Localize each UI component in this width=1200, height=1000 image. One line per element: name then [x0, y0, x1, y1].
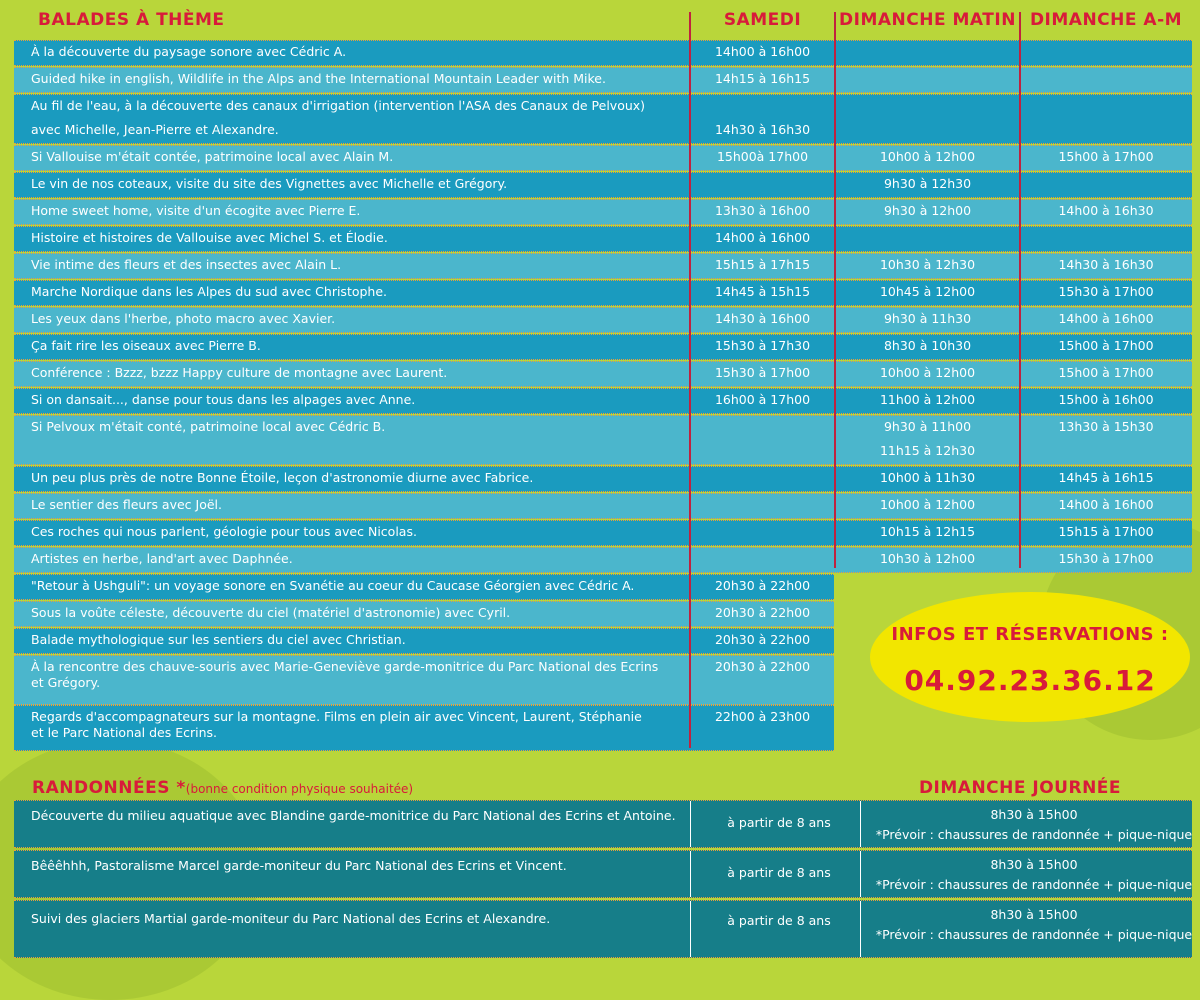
time-sun-am: 10h00 à 12h00 — [879, 497, 976, 512]
balade-title: Vie intime des fleurs et des insectes avec Alain L. — [31, 257, 342, 272]
column-divider — [860, 901, 861, 957]
time-sun-pm: 15h00 à 16h00 — [1058, 392, 1154, 407]
randonnee-row — [14, 850, 1192, 898]
balade-title: Histoire et histoires de Vallouise avec Michel S. et Élodie. — [31, 230, 388, 245]
balade-row — [14, 145, 1192, 171]
time-sun-am: 10h15 à 12h15 — [879, 524, 976, 539]
time-sat: 15h30 à 17h00 — [714, 365, 811, 380]
randonnee-title: Suivi des glaciers Martial garde-moniteur du Parc National des Ecrins et Alexandre. — [31, 911, 551, 926]
balade-title: Au fil de l'eau, à la découverte des canaux d'irrigation (intervention l'ASA des Canaux de Pelvoux) — [31, 98, 646, 113]
column-divider — [860, 851, 861, 897]
phone-number: 04.92.23.36.12 — [904, 664, 1156, 697]
balade-row — [14, 172, 1192, 198]
randonnee-equipment-note: *Prévoir : chaussures de randonnée + pique-nique — [875, 877, 1193, 892]
randonnee-title: Découverte du milieu aquatique avec Blandine garde-monitrice du Parc National des Ecrins et Antoine. — [31, 808, 676, 823]
time-sat: 14h00 à 16h00 — [714, 230, 811, 245]
balade-title: Ces roches qui nous parlent, géologie pour tous avec Nicolas. — [31, 524, 417, 539]
balade-row — [14, 94, 1192, 144]
header-randonnees — [32, 778, 413, 802]
age-requirement: à partir de 8 ans — [727, 913, 831, 928]
time-sun-pm: 14h30 à 16h30 — [1058, 257, 1154, 272]
time-sun-pm: 15h15 à 17h00 — [1058, 524, 1154, 539]
balade-title: Balade mythologique sur les sentiers du ciel avec Christian. — [31, 632, 406, 647]
balade-row — [14, 520, 1192, 546]
randonnee-equipment-note: *Prévoir : chaussures de randonnée + pique-nique — [875, 827, 1193, 842]
balade-title: À la rencontre des chauve-souris avec Marie-Geneviève garde-monitrice du Parc National des Ecrins — [31, 659, 659, 674]
time-sun-am: 9h30 à 11h00 — [883, 419, 972, 434]
age-requirement: à partir de 8 ans — [727, 865, 831, 880]
balade-title: Home sweet home, visite d'un écogite avec Pierre E. — [31, 203, 361, 218]
randonnee-equipment-note: *Prévoir : chaussures de randonnée + pique-nique — [875, 927, 1193, 942]
time-sun-pm: 15h30 à 17h00 — [1058, 551, 1154, 566]
time-sun-pm: 15h00 à 17h00 — [1058, 149, 1154, 164]
time-sun-am: 10h30 à 12h00 — [879, 551, 976, 566]
balade-title: Si Pelvoux m'était conté, patrimoine local avec Cédric B. — [31, 419, 386, 434]
time-sat: 14h30 à 16h30 — [714, 122, 811, 137]
randonnee-title: Bêêêhhh, Pastoralisme Marcel garde-moniteur du Parc National des Ecrins et Vincent. — [31, 858, 567, 873]
balade-title-continued: et le Parc National des Ecrins. — [31, 725, 218, 740]
balade-row — [14, 307, 1192, 333]
time-sat: 14h00 à 16h00 — [714, 44, 811, 59]
randonnee-hours: 8h30 à 15h00 — [990, 807, 1078, 822]
infos-badge — [870, 592, 1190, 722]
column-divider — [1019, 12, 1021, 568]
time-sun-am: 9h30 à 11h30 — [883, 311, 972, 326]
time-sat: 20h30 à 22h00 — [714, 632, 811, 647]
balade-row — [14, 280, 1192, 306]
time-sun-am-2: 11h15 à 12h30 — [879, 443, 976, 458]
balade-row — [14, 415, 1192, 465]
balade-title: Regards d'accompagnateurs sur la montagne. Films en plein air avec Vincent, Laurent, Stéphanie — [31, 709, 642, 724]
balade-row — [14, 226, 1192, 252]
time-sun-pm: 14h00 à 16h00 — [1058, 497, 1154, 512]
balade-row — [14, 493, 1192, 519]
balade-row — [14, 40, 1192, 66]
time-sun-am: 8h30 à 10h30 — [883, 338, 972, 353]
balade-row — [14, 655, 834, 705]
time-sun-am: 10h45 à 12h00 — [879, 284, 976, 299]
balade-row — [14, 334, 1192, 360]
randonnee-time — [874, 855, 1194, 895]
time-sat: 20h30 à 22h00 — [714, 578, 811, 593]
time-sun-am: 11h00 à 12h00 — [879, 392, 976, 407]
time-sat: 14h15 à 16h15 — [714, 71, 811, 86]
age-requirement: à partir de 8 ans — [727, 815, 831, 830]
time-sat: 20h30 à 22h00 — [714, 605, 811, 620]
balade-title: Guided hike in english, Wildlife in the Alps and the International Mountain Leader with Mike. — [31, 71, 606, 86]
header-dimanche-journee: DIMANCHE JOURNÉE — [918, 778, 1122, 798]
balade-title-continued: et Grégory. — [31, 675, 101, 690]
randonnees-title: RANDONNÉES — [32, 778, 170, 798]
time-sun-pm: 14h45 à 16h15 — [1058, 470, 1154, 485]
balade-row — [14, 361, 1192, 387]
balade-title: Si on dansait..., danse pour tous dans les alpages avec Anne. — [31, 392, 416, 407]
time-sun-pm: 15h00 à 17h00 — [1058, 338, 1154, 353]
time-sun-pm: 13h30 à 15h30 — [1058, 419, 1154, 434]
header-samedi: SAMEDI — [723, 10, 802, 30]
balade-title: Un peu plus près de notre Bonne Étoile, leçon d'astronomie diurne avec Fabrice. — [31, 470, 534, 485]
balade-row — [14, 199, 1192, 225]
balade-row — [14, 388, 1192, 414]
time-sun-pm: 15h00 à 17h00 — [1058, 365, 1154, 380]
randonnee-time — [874, 805, 1194, 845]
time-sat: 15h15 à 17h15 — [714, 257, 811, 272]
time-sun-am: 10h30 à 12h30 — [879, 257, 976, 272]
randonnee-row — [14, 800, 1192, 848]
time-sat: 15h00à 17h00 — [716, 149, 809, 164]
randonnee-hours: 8h30 à 15h00 — [990, 857, 1078, 872]
balade-title: Conférence : Bzzz, bzzz Happy culture de montagne avec Laurent. — [31, 365, 448, 380]
balade-row — [14, 466, 1192, 492]
time-sat: 20h30 à 22h00 — [714, 659, 811, 674]
column-divider — [834, 12, 836, 568]
randonnee-row — [14, 900, 1192, 958]
balade-row — [14, 628, 834, 654]
infos-label: INFOS ET RÉSERVATIONS : — [891, 624, 1169, 645]
time-sat: 14h45 à 15h15 — [714, 284, 811, 299]
randonnees-note: (bonne condition physique souhaitée) — [185, 782, 414, 796]
header-dimanche-matin: DIMANCHE MATIN — [839, 10, 1016, 30]
balade-row — [14, 601, 834, 627]
time-sun-am: 9h30 à 12h30 — [883, 176, 972, 191]
balade-title: Le vin de nos coteaux, visite du site des Vignettes avec Michelle et Grégory. — [31, 176, 508, 191]
randonnee-hours: 8h30 à 15h00 — [990, 907, 1078, 922]
balade-title: Artistes en herbe, land'art avec Daphnée. — [31, 551, 293, 566]
balade-row — [14, 547, 1192, 573]
randonnee-time — [874, 905, 1194, 945]
time-sun-pm: 15h30 à 17h00 — [1058, 284, 1154, 299]
balade-title: Si Vallouise m'était contée, patrimoine local avec Alain M. — [31, 149, 394, 164]
time-sun-am: 10h00 à 12h00 — [879, 365, 976, 380]
balade-row — [14, 253, 1192, 279]
time-sat: 22h00 à 23h00 — [714, 709, 811, 724]
balade-title-continued: avec Michelle, Jean-Pierre et Alexandre. — [31, 122, 279, 137]
time-sat: 15h30 à 17h30 — [714, 338, 811, 353]
balade-title: "Retour à Ushguli": un voyage sonore en Svanétie au coeur du Caucase Géorgien avec Cédric A. — [31, 578, 635, 593]
balade-title: Le sentier des fleurs avec Joël. — [31, 497, 222, 512]
column-divider — [690, 901, 691, 957]
column-divider — [689, 12, 691, 748]
balade-title: Ça fait rire les oiseaux avec Pierre B. — [31, 338, 261, 353]
time-sun-am: 10h00 à 11h30 — [879, 470, 976, 485]
time-sun-am: 9h30 à 12h00 — [883, 203, 972, 218]
balade-title: Sous la voûte céleste, découverte du ciel (matériel d'astronomie) avec Cyril. — [31, 605, 511, 620]
balade-title: Les yeux dans l'herbe, photo macro avec Xavier. — [31, 311, 336, 326]
column-divider — [690, 801, 691, 847]
balade-row — [14, 705, 834, 751]
balade-row — [14, 574, 834, 600]
column-divider — [690, 851, 691, 897]
header-balades: BALADES À THÈME — [38, 10, 225, 30]
time-sun-pm: 14h00 à 16h30 — [1058, 203, 1154, 218]
column-divider — [860, 801, 861, 847]
time-sun-am: 10h00 à 12h00 — [879, 149, 976, 164]
balade-row — [14, 67, 1192, 93]
time-sat: 14h30 à 16h00 — [714, 311, 811, 326]
balade-title: À la découverte du paysage sonore avec Cédric A. — [31, 44, 347, 59]
time-sun-pm: 14h00 à 16h00 — [1058, 311, 1154, 326]
time-sat: 13h30 à 16h00 — [714, 203, 811, 218]
time-sat: 16h00 à 17h00 — [714, 392, 811, 407]
randonnees-star: * — [176, 778, 186, 798]
balade-title: Marche Nordique dans les Alpes du sud avec Christophe. — [31, 284, 388, 299]
header-dimanche-am: DIMANCHE A-M — [1029, 10, 1183, 30]
